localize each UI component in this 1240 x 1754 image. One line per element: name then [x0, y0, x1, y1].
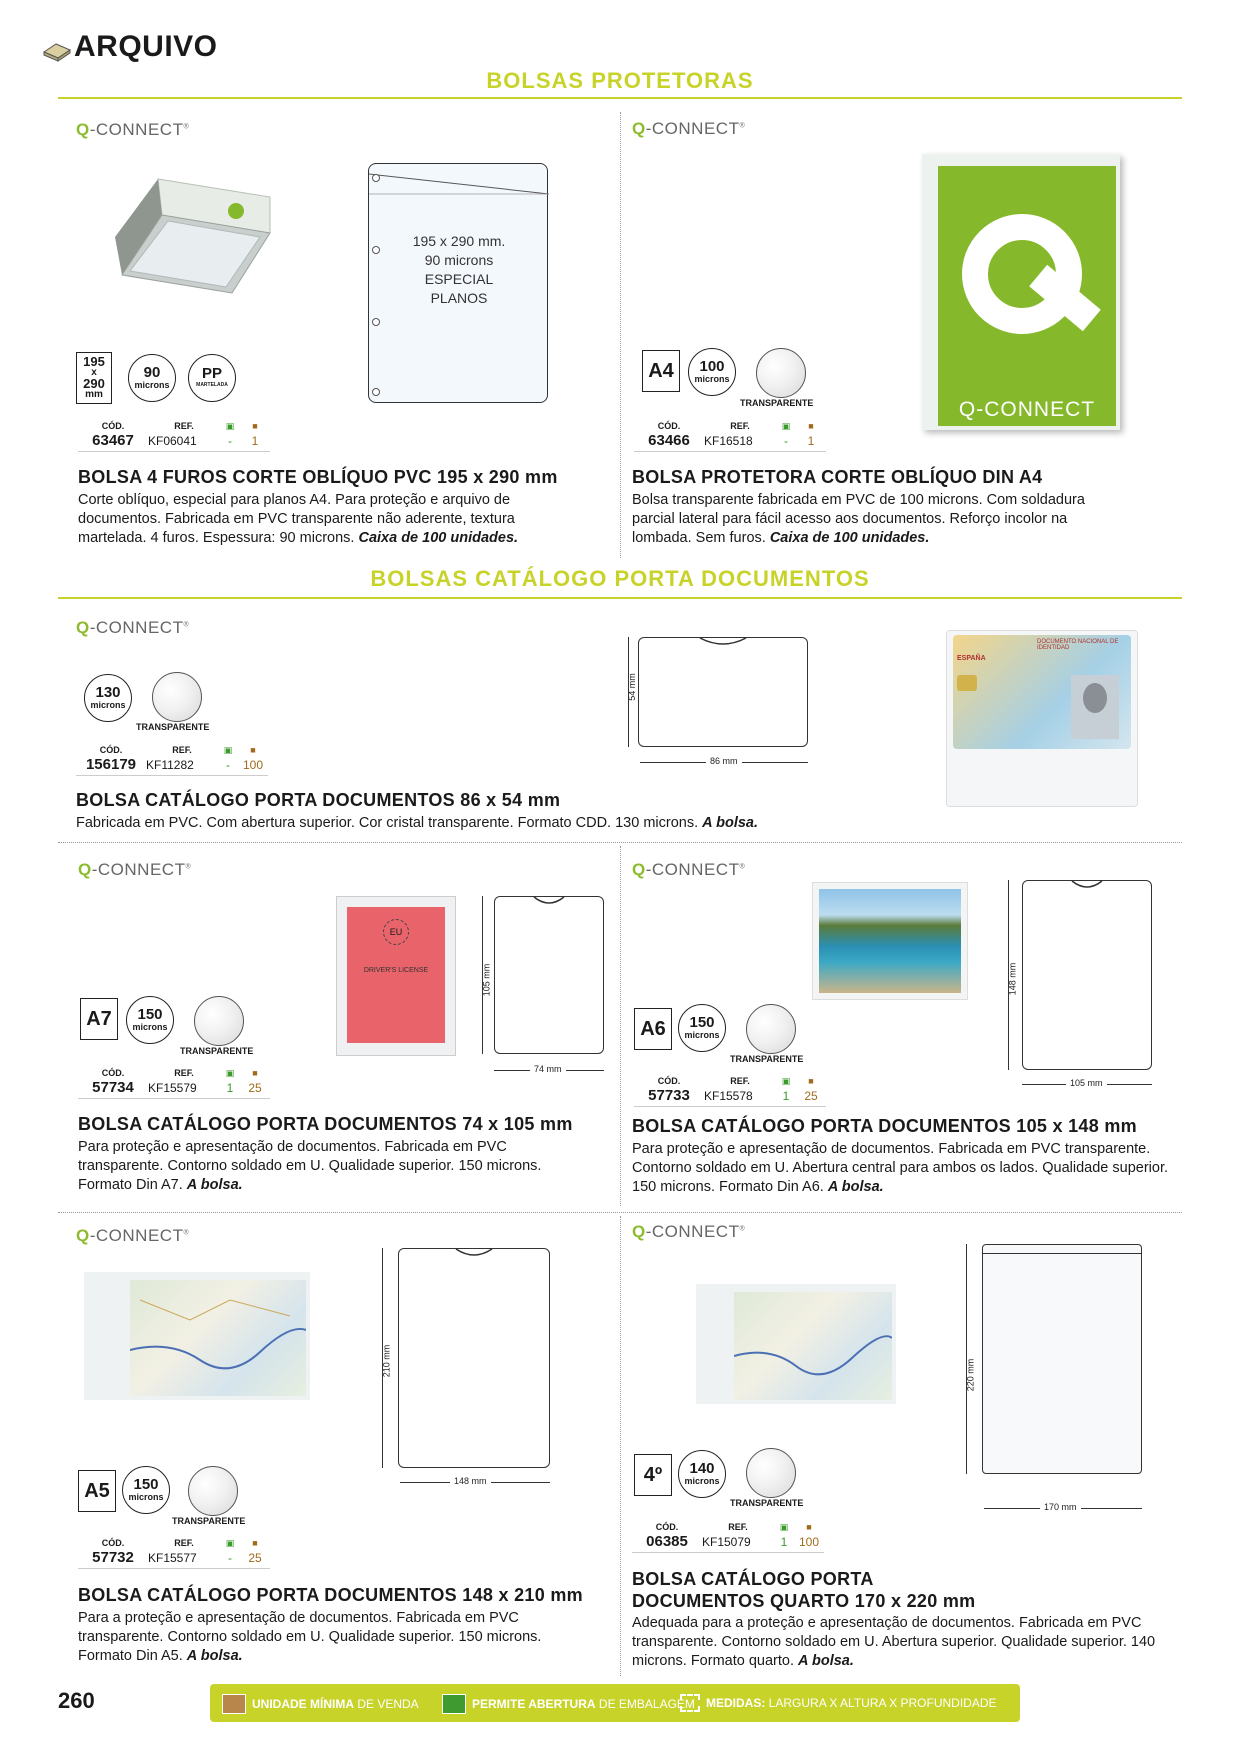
- diagram-text: ESPECIAL: [424, 271, 494, 287]
- transparent-label: TRANSPARENTE: [180, 1046, 254, 1056]
- product-description: Fabricada em PVC. Com abertura superior. Cor cristal transparente. Formato CDD. 130 microns. A bolsa.: [76, 815, 759, 831]
- open-box-icon: ▣: [781, 421, 791, 431]
- transparent-label: TRANSPARENTE: [730, 1054, 804, 1064]
- measure-icon: [680, 1694, 700, 1712]
- column-divider: [620, 846, 621, 1206]
- microns-badge: 90 microns: [128, 354, 176, 402]
- microns-badge: 150 microns: [122, 1466, 170, 1514]
- box-icon: ■: [808, 1076, 814, 1086]
- legend-item-minimum-unit: UNIDADE MÍNIMA DE VENDA: [222, 1694, 419, 1714]
- transparent-label: TRANSPARENTE: [740, 398, 814, 408]
- product-description: Corte oblíquo, especial para planos A4. Para proteção e arquivo de documentos. Fabricada em PVC transparente não aderente, textura martelada. 4 furos. Espessura: 90 microns. Caixa de 100 unidades.: [78, 492, 519, 546]
- pocket-diagram: [982, 1244, 1142, 1474]
- box-icon: [222, 1694, 246, 1714]
- transparent-swatch: [152, 672, 202, 722]
- open-box-icon: ▣: [779, 1522, 789, 1532]
- product-title: BOLSA 4 FUROS CORTE OBLÍQUO PVC 195 x 290 mm: [78, 467, 558, 487]
- brand-logo: Q-CONNECT®: [76, 618, 190, 637]
- dimension-height: 220 mm: [965, 1358, 976, 1392]
- material-badge: PP MARTELADA: [188, 354, 236, 402]
- legend-bar: [210, 1684, 1020, 1722]
- brand-logo: Q-CONNECT®: [76, 1226, 190, 1245]
- row-divider: [58, 842, 1182, 843]
- transparent-label: TRANSPARENTE: [730, 1498, 804, 1508]
- legend-item-open-package: PERMITE ABERTURA DE EMBALAGEM: [442, 1694, 695, 1714]
- book-icon: [42, 38, 72, 62]
- microns-badge: 150 microns: [678, 1004, 726, 1052]
- section-divider: [58, 97, 1182, 99]
- size-badge: 195 x 290 mm: [76, 352, 112, 404]
- product-image-id-card: DOCUMENTO NACIONAL DE IDENTIDAD ESPAÑA: [946, 630, 1138, 807]
- dimension-height: 105 mm: [481, 963, 492, 997]
- size-badge: A7: [80, 998, 118, 1040]
- box-icon: ■: [252, 1538, 258, 1548]
- product-image-q-connect-pocket: [922, 154, 1120, 430]
- open-box-icon: ▣: [781, 1076, 791, 1086]
- pocket-diagram: [1022, 880, 1152, 1070]
- product-image-beach-photo: [812, 882, 968, 1000]
- transparent-swatch: [746, 1448, 796, 1498]
- product-image-map: [696, 1284, 896, 1404]
- dimension-height: 148 mm: [1007, 962, 1018, 996]
- dimension-width: 148 mm: [450, 1476, 491, 1486]
- product-image-brand: Q-CONNECT: [958, 398, 1096, 421]
- brand-logo: Q-CONNECT®: [632, 1222, 746, 1241]
- product-image-map: [84, 1272, 310, 1400]
- dimension-width: 86 mm: [706, 756, 742, 766]
- product-title: BOLSA CATÁLOGO PORTA DOCUMENTOS 74 x 105 mm: [78, 1114, 573, 1134]
- microns-badge: 140 microns: [678, 1450, 726, 1498]
- open-box-icon: ▣: [225, 1068, 235, 1078]
- ref-table: CÓD. REF. ▣ ■ 63466 KF16518 - 1: [634, 421, 826, 452]
- product-image-box: [110, 175, 275, 295]
- brand-logo: Q-CONNECT®: [76, 120, 190, 139]
- ref-table: CÓD. REF. ▣ ■ 156179 KF11282 - 100: [76, 745, 268, 776]
- page-number: 260: [58, 1688, 95, 1713]
- ref-table: CÓD. REF. ▣ ■ 57732 KF15577 - 25: [78, 1538, 270, 1569]
- microns-badge: 130 microns: [84, 674, 132, 722]
- open-box-icon: ▣: [225, 421, 235, 431]
- dimension-width: 74 mm: [530, 1064, 566, 1074]
- table-row: 06385 KF15079 1 100: [632, 1533, 824, 1553]
- brand-logo: Q-CONNECT®: [632, 860, 746, 879]
- transparent-swatch: [756, 348, 806, 398]
- product-description: Para a proteção e apresentação de documentos. Fabricada em PVC transparente. Contorno soldado em U. Qualidade superior. 150 microns. Formato Din A5. A bolsa.: [78, 1610, 542, 1664]
- open-box-icon: ▣: [223, 745, 233, 755]
- box-icon: ■: [252, 1068, 258, 1078]
- size-badge: A4: [642, 350, 680, 392]
- open-box-icon: [442, 1694, 466, 1714]
- table-row: 57734 KF15579 1 25: [78, 1079, 270, 1099]
- dimension-height: 210 mm: [381, 1344, 392, 1378]
- dimension-height: 54 mm: [626, 673, 637, 701]
- section-title-bolsas-catalogo: BOLSAS CATÁLOGO PORTA DOCUMENTOS: [370, 566, 870, 591]
- microns-badge: 150 microns: [126, 996, 174, 1044]
- row-divider: [58, 1212, 1182, 1213]
- table-row: 156179 KF11282 - 100: [76, 756, 268, 776]
- table-row: 57732 KF15577 - 25: [78, 1549, 270, 1569]
- product-description: Para proteção e apresentação de documentos. Fabricada em PVC transparente. Contorno soldado em U. Qualidade superior. 150 microns. Formato Din A7. A bolsa.: [78, 1139, 542, 1193]
- pocket-diagram: [494, 896, 604, 1054]
- ref-table: CÓD. REF. ▣ ■ 06385 KF15079 1 100: [632, 1522, 824, 1553]
- ref-table: CÓD. REF. ▣ ■ 57734 KF15579 1 25: [78, 1068, 270, 1099]
- product-description: Para proteção e apresentação de documentos. Fabricada em PVC transparente. Contorno soldado em U. Abertura central para ambos os lados. Qualidade superior. 150 microns. Formato Din A6. A bolsa.: [632, 1141, 1169, 1195]
- diagram-text: 90 microns: [424, 252, 494, 268]
- table-row: 57733 KF15578 1 25: [634, 1087, 826, 1107]
- diagram-text: PLANOS: [430, 290, 488, 306]
- open-box-icon: ▣: [225, 1538, 235, 1548]
- diagram-text: 195 x 290 mm.: [412, 233, 506, 249]
- product-title: BOLSA CATÁLOGO PORTA DOCUMENTOS QUARTO 170 x 220 mm: [632, 1569, 976, 1611]
- ref-table: CÓD. REF. ▣ ■ 63467 KF06041 - 1: [78, 421, 270, 452]
- section-divider: [58, 597, 1182, 599]
- size-badge: 4º: [634, 1454, 672, 1496]
- size-badge: A6: [634, 1008, 672, 1050]
- microns-badge: 100 microns: [688, 348, 736, 396]
- product-image-drivers-license: EU DRIVER'S LICENSE: [336, 896, 456, 1056]
- transparent-label: TRANSPARENTE: [172, 1516, 246, 1526]
- section-title-bolsas-protetoras: BOLSAS PROTETORAS: [486, 68, 754, 93]
- box-icon: ■: [250, 745, 256, 755]
- page-header-title: ARQUIVO: [74, 30, 218, 63]
- legend-item-measures: MEDIDAS: LARGURA X ALTURA X PROFUNDIDADE: [680, 1694, 997, 1712]
- ref-table: CÓD. REF. ▣ ■ 57733 KF15578 1 25: [634, 1076, 826, 1107]
- pocket-diagram: [638, 637, 808, 747]
- transparent-swatch: [746, 1004, 796, 1054]
- transparent-label: TRANSPARENTE: [136, 722, 210, 732]
- transparent-swatch: [188, 1466, 238, 1516]
- product-title: BOLSA CATÁLOGO PORTA DOCUMENTOS 105 x 148 mm: [632, 1116, 1137, 1136]
- pocket-diagram: [398, 1248, 550, 1468]
- box-icon: ■: [808, 421, 814, 431]
- table-row: 63467 KF06041 - 1: [78, 432, 270, 452]
- brand-logo: Q-CONNECT®: [632, 119, 746, 138]
- pocket-diagram: [368, 163, 548, 403]
- product-description: Bolsa transparente fabricada em PVC de 100 microns. Com soldadura parcial lateral para fácil acesso aos documentos. Reforço incolor na lombada. Sem furos. Caixa de 100 unidades.: [632, 492, 1085, 546]
- dimension-width: 170 mm: [1040, 1502, 1081, 1512]
- product-description: Adequada para a proteção e apresentação de documentos. Fabricada em PVC transparente. Contorno soldado em U. Abertura superior. Qualidade superior. 140 microns. Formato quarto. A bolsa.: [632, 1615, 1156, 1669]
- column-divider: [620, 1216, 621, 1676]
- box-icon: ■: [806, 1522, 812, 1532]
- size-badge: A5: [78, 1470, 116, 1512]
- table-row: 63466 KF16518 - 1: [634, 432, 826, 452]
- product-title: BOLSA PROTETORA CORTE OBLÍQUO DIN A4: [632, 467, 1043, 487]
- product-title: BOLSA CATÁLOGO PORTA DOCUMENTOS 86 x 54 mm: [76, 790, 561, 810]
- brand-logo: Q-CONNECT®: [78, 860, 192, 879]
- box-icon: ■: [252, 421, 258, 431]
- product-title: BOLSA CATÁLOGO PORTA DOCUMENTOS 148 x 210 mm: [78, 1585, 583, 1605]
- dimension-width: 105 mm: [1066, 1078, 1107, 1088]
- transparent-swatch: [194, 996, 244, 1046]
- column-divider: [620, 112, 621, 558]
